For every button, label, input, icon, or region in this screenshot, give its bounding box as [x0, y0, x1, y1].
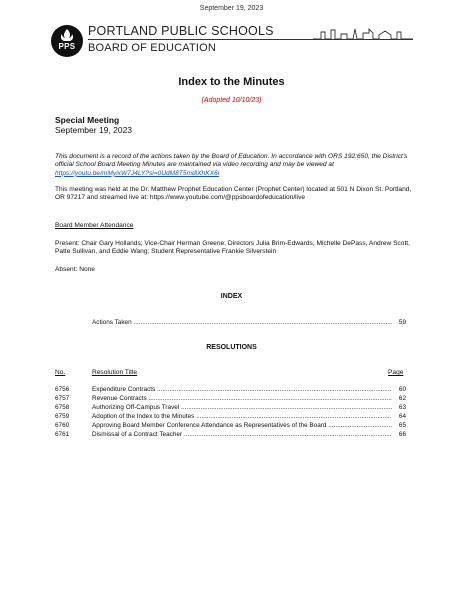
resolution-title: Expenditure Contracts ..... — [92, 386, 392, 393]
resolution-row — [55, 395, 406, 404]
col-header-no: No. — [55, 369, 66, 376]
index-item-title: Actions Taken ..... — [92, 319, 392, 326]
org-subtitle: BOARD OF EDUCATION — [88, 42, 217, 54]
resolution-row — [55, 422, 406, 431]
pps-logo — [51, 25, 83, 57]
resolution-page: 62 — [398, 395, 406, 402]
adopted-note: (Adopted 10/10/23) — [201, 97, 262, 104]
attendance-heading: Board Member Attendance — [55, 222, 134, 229]
resolution-page: 60 — [398, 386, 406, 393]
col-header-page: Page — [388, 369, 404, 376]
header-date: September 19, 2023 — [199, 5, 264, 12]
resolution-no: 6760 — [55, 422, 70, 429]
resolution-page: 64 — [398, 413, 406, 420]
col-header-title: Resolution Title — [92, 369, 138, 376]
record-paragraph — [55, 153, 415, 178]
resolution-no: 6761 — [55, 431, 70, 438]
resolution-title: Authorizing Off-Campus Travel ..... — [92, 404, 392, 411]
meeting-date: September 19, 2023 — [55, 125, 133, 135]
resolutions-heading: RESOLUTIONS — [206, 344, 257, 351]
index-heading: INDEX — [220, 293, 243, 300]
record-text: This document is a record of the actions taken by the Board of Education. In accordance with ORS 192:650, the District’s official School Board Meeting Minutes are maintained via video recording and may be viewed at — [55, 153, 408, 169]
resolution-title: Dismissal of a Contract Teacher ..... — [92, 431, 392, 438]
index-item-page: 59 — [398, 319, 406, 326]
flame-icon — [51, 25, 83, 57]
video-link[interactable]: https://youtu.be/mMyixW7J4LY?si=0UdM8T5mdlXhKX6i — [55, 169, 220, 177]
resolution-page: 63 — [398, 404, 406, 411]
resolution-title: Approving Board Member Conference Attendance as Representatives of the Board ..... — [92, 422, 392, 429]
city-skyline-icon — [313, 26, 413, 40]
resolution-page: 65 — [398, 422, 406, 429]
resolution-title: Adoption of the Index to the Minutes ..... — [92, 413, 392, 420]
meeting-type: Special Meeting — [55, 115, 120, 125]
resolution-row — [55, 386, 406, 395]
resolution-row — [55, 413, 406, 422]
resolution-no: 6757 — [55, 395, 70, 402]
page-title: Index to the Minutes — [178, 76, 285, 88]
present-list: Present: Chair Gary Hollands; Vice-Chair Herman Greene; Directors Julia Brim-Edwards, Michelle DePass, Andrew Scott, Patte Sullivan, and Eddie Wang; Student Representative Frankie Silverstein — [55, 240, 410, 256]
logo-text: PPS — [58, 42, 76, 51]
resolution-row — [55, 404, 406, 413]
resolution-no: 6756 — [55, 386, 70, 393]
resolution-title: Revenue Contracts ..... — [92, 395, 392, 402]
location-paragraph: This meeting was held at the Dr. Matthew Prophet Education Center (Prophet Center) located at 501 N Dixon St. Portland, OR 97217 and streamed live at: https://www.youtube.com/@ppsboardofeducation/live — [55, 186, 412, 202]
resolution-no: 6759 — [55, 413, 70, 420]
absent-list: Absent: None — [55, 266, 95, 273]
resolution-row — [55, 431, 406, 440]
resolution-no: 6758 — [55, 404, 70, 411]
org-name: PORTLAND PUBLIC SCHOOLS — [88, 24, 274, 38]
index-item — [92, 319, 406, 328]
resolution-page: 66 — [398, 431, 406, 438]
